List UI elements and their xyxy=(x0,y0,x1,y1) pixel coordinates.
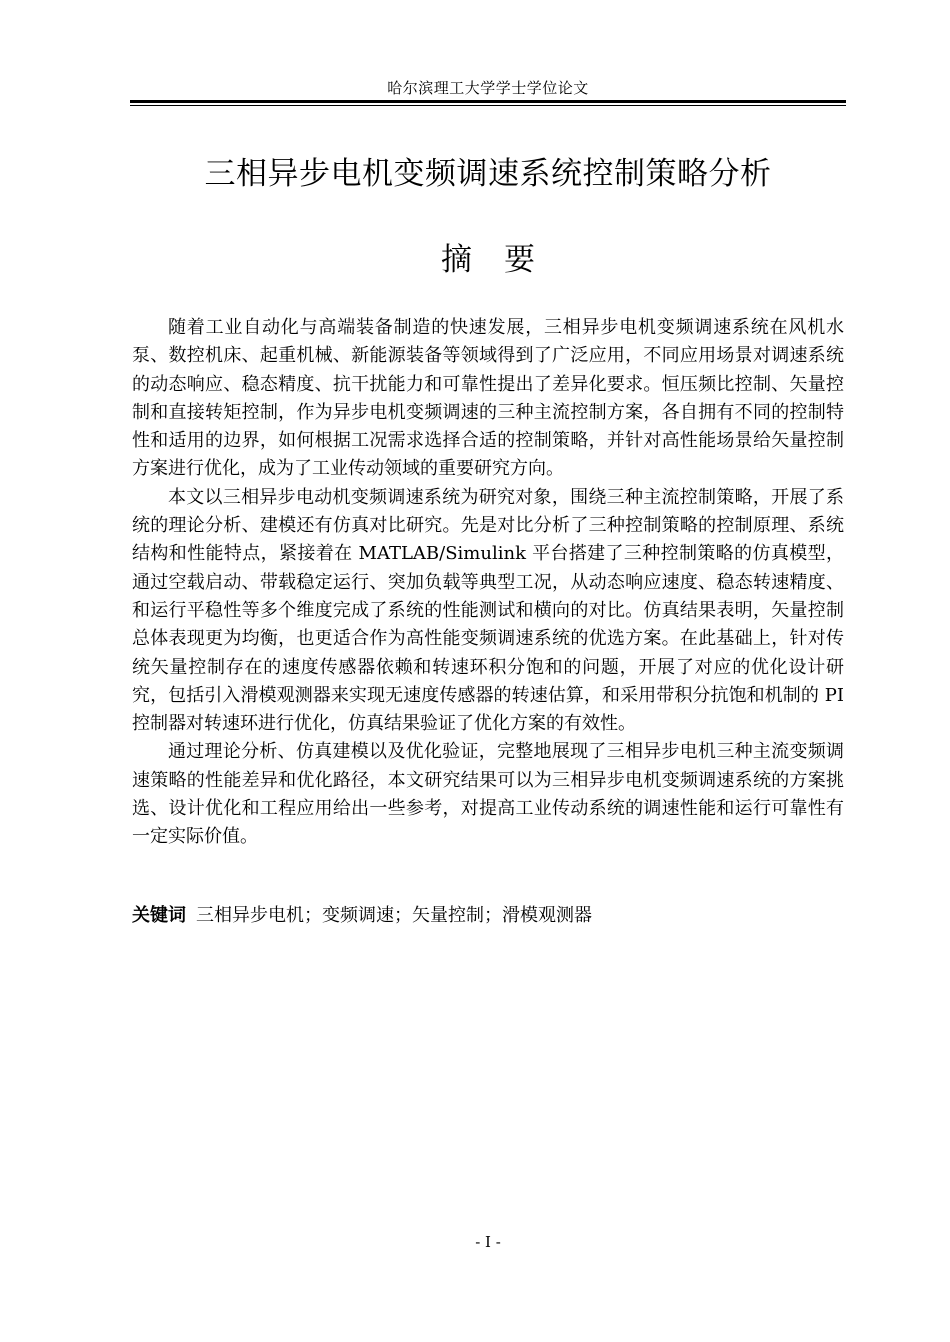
thesis-title: 三相异步电机变频调速系统控制策略分析 xyxy=(204,156,772,192)
keywords-line xyxy=(132,902,844,930)
abstract-paragraph: 通过理论分析、仿真建模以及优化验证，完整地展现了三相异步电机三种主流变频调速策略的性能差异和优化路径，本文研究结果可以为三相异步电机变频调速系统的方案挑选、设计优化和工程应用给出一些参考，对提高工业传动系统的调速性能和运行可靠性有一定实际价值。 xyxy=(132,741,844,848)
keywords-text: 三相异步电机；变频调速；矢量控制；滑模观测器 xyxy=(196,905,592,926)
header-rule-thin xyxy=(130,105,846,106)
abstract-body xyxy=(132,314,844,852)
keywords-label: 关键词 xyxy=(132,905,186,926)
running-header: 哈尔滨理工大学学士学位论文 xyxy=(387,79,589,97)
header-rule xyxy=(130,100,846,103)
page-number: - I - xyxy=(475,1233,501,1251)
abstract-paragraph: 本文以三相异步电动机变频调速系统为研究对象，围绕三种主流控制策略，开展了系统的理论分析、建模还有仿真对比研究。先是对比分析了三种控制策略的控制原理、系统结构和性能特点，紧接着在 MATLAB/Simulink 平台搭建了三种控制策略的仿真模型，通过空载启动、带载稳定运行、突加负载等典型工况，从动态响应速度、稳态转速精度、和运行平稳性等多个维度完成了系统的性能测试和横向的对比。仿真结果表明，矢量控制总体表现更为均衡，也更适合作为高性能变频调速系统的优选方案。在此基础上，针对传统矢量控制存在的速度传感器依赖和转速环积分饱和的问题，开展了对应的优化设计研究，包括引入滑模观测器来实现无速度传感器的转速估算，和采用带积分抗饱和机制的 PI 控制器对转速环进行优化，仿真结果验证了优化方案的有效性。 xyxy=(132,486,844,735)
abstract-paragraph: 随着工业自动化与高端装备制造的快速发展，三相异步电机变频调速系统在风机水泵、数控机床、起重机械、新能源装备等领域得到了广泛应用，不同应用场景对调速系统的动态响应、稳态精度、抗干扰能力和可靠性提出了差异化要求。恒压频比控制、矢量控制和直接转矩控制，作为异步电机变频调速的三种主流控制方案，各自拥有不同的控制特性和适用的边界，如何根据工况需求选择合适的控制策略，并针对高性能场景给矢量控制方案进行优化，成为了工业传动领域的重要研究方向。 xyxy=(132,317,844,480)
abstract-heading: 摘要 xyxy=(441,242,567,278)
